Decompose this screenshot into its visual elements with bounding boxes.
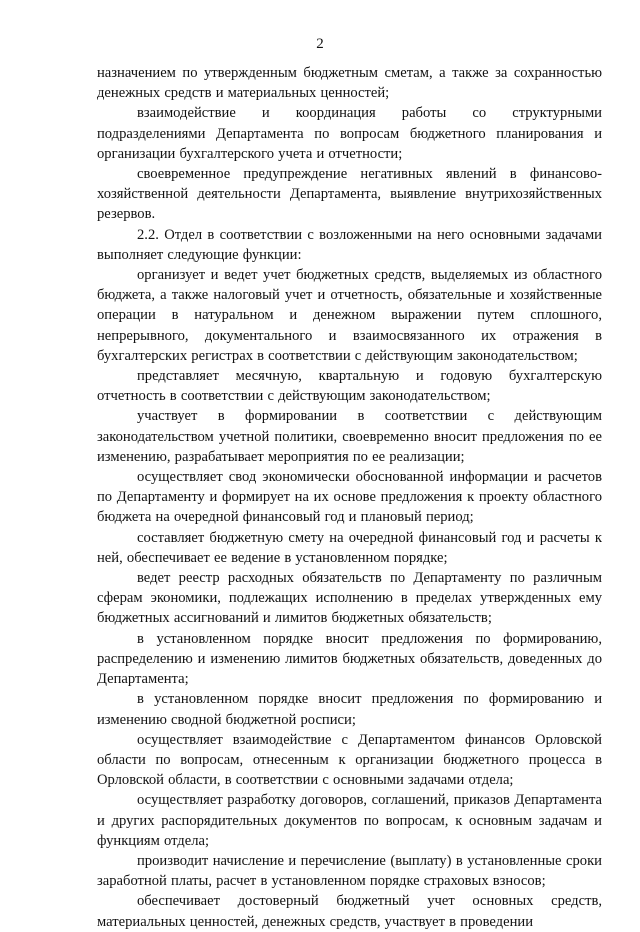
paragraph: участвует в формировании в соответствии с действующим законодательством учетной политики, своевременно вносит предложения по ее изменению, разрабатывает мероприятия по ее реализации;: [97, 408, 602, 465]
page-number: 2: [316, 36, 324, 52]
paragraph: осуществляет взаимодействие с Департаментом финансов Орловской области по вопросам, отнесенным к организации бюджетного процесса в Орловской области, в соответствии с основными задачами отдела;: [97, 731, 602, 789]
paragraph: в установленном порядке вносит предложения по формированию, распределению и изменению лимитов бюджетных обязательств, доведенных до Департамента;: [97, 630, 602, 688]
paragraph: осуществляет свод экономически обоснованной информации и расчетов по Департаменту и формирует на их основе предложения к проекту областного бюджета на очередной финансовый год и плановый период;: [97, 469, 602, 526]
section-heading-paragraph: 2.2. Отдел в соответствии с возложенными на него основными задачами выполняет следующие функции:: [97, 226, 602, 263]
document-body: [97, 63, 602, 932]
paragraph: осуществляет разработку договоров, соглашений, приказов Департамента и других распорядительных документов по вопросам, к основным задачам и функциям отдела;: [97, 792, 602, 849]
paragraph: ведет реестр расходных обязательств по Департаменту по различным сферам экономики, подлежащих исполнению в пределах утвержденных ему бюджетных ассигнований и лимитов бюджетных обязательств;: [97, 570, 602, 627]
paragraph: своевременное предупреждение негативных явлений в финансово-хозяйственной деятельности Департамента, выявление внутрихозяйственных резервов.: [97, 166, 602, 223]
paragraph: представляет месячную, квартальную и годовую бухгалтерскую отчетность в соответствии с действующим законодательством;: [97, 368, 602, 405]
paragraph: производит начисление и перечисление (выплату) в установленные сроки заработной платы, расчет в установленном порядке страховых взносов;: [97, 852, 602, 890]
paragraph: составляет бюджетную смету на очередной финансовый год и расчеты к ней, обеспечивает ее ведение в установленном порядке;: [97, 529, 602, 566]
paragraph: обеспечивает достоверный бюджетный учет основных средств, материальных ценностей, денежных средств, участвует в проведении: [97, 893, 602, 930]
paragraph: организует и ведет учет бюджетных средств, выделяемых из областного бюджета, а также налоговый учет и отчетность, обязательные и хозяйственные операции в натуральном и денежном выражении путем сплошного, непрерывного, документального и взаимосвязанного их отражения в бухгалтерских регистрах в соответствии с действующим законодательством;: [97, 267, 602, 364]
paragraph: взаимодействие и координация работы со структурными подразделениями Департамента по вопросам бюджетного планирования и организации бухгалтерского учета и отчетности;: [97, 105, 602, 162]
paragraph: в установленном порядке вносит предложения по формированию и изменению сводной бюджетной росписи;: [97, 691, 602, 728]
paragraph: назначением по утвержденным бюджетным сметам, а также за сохранностью денежных средств и материальных ценностей;: [97, 65, 602, 102]
